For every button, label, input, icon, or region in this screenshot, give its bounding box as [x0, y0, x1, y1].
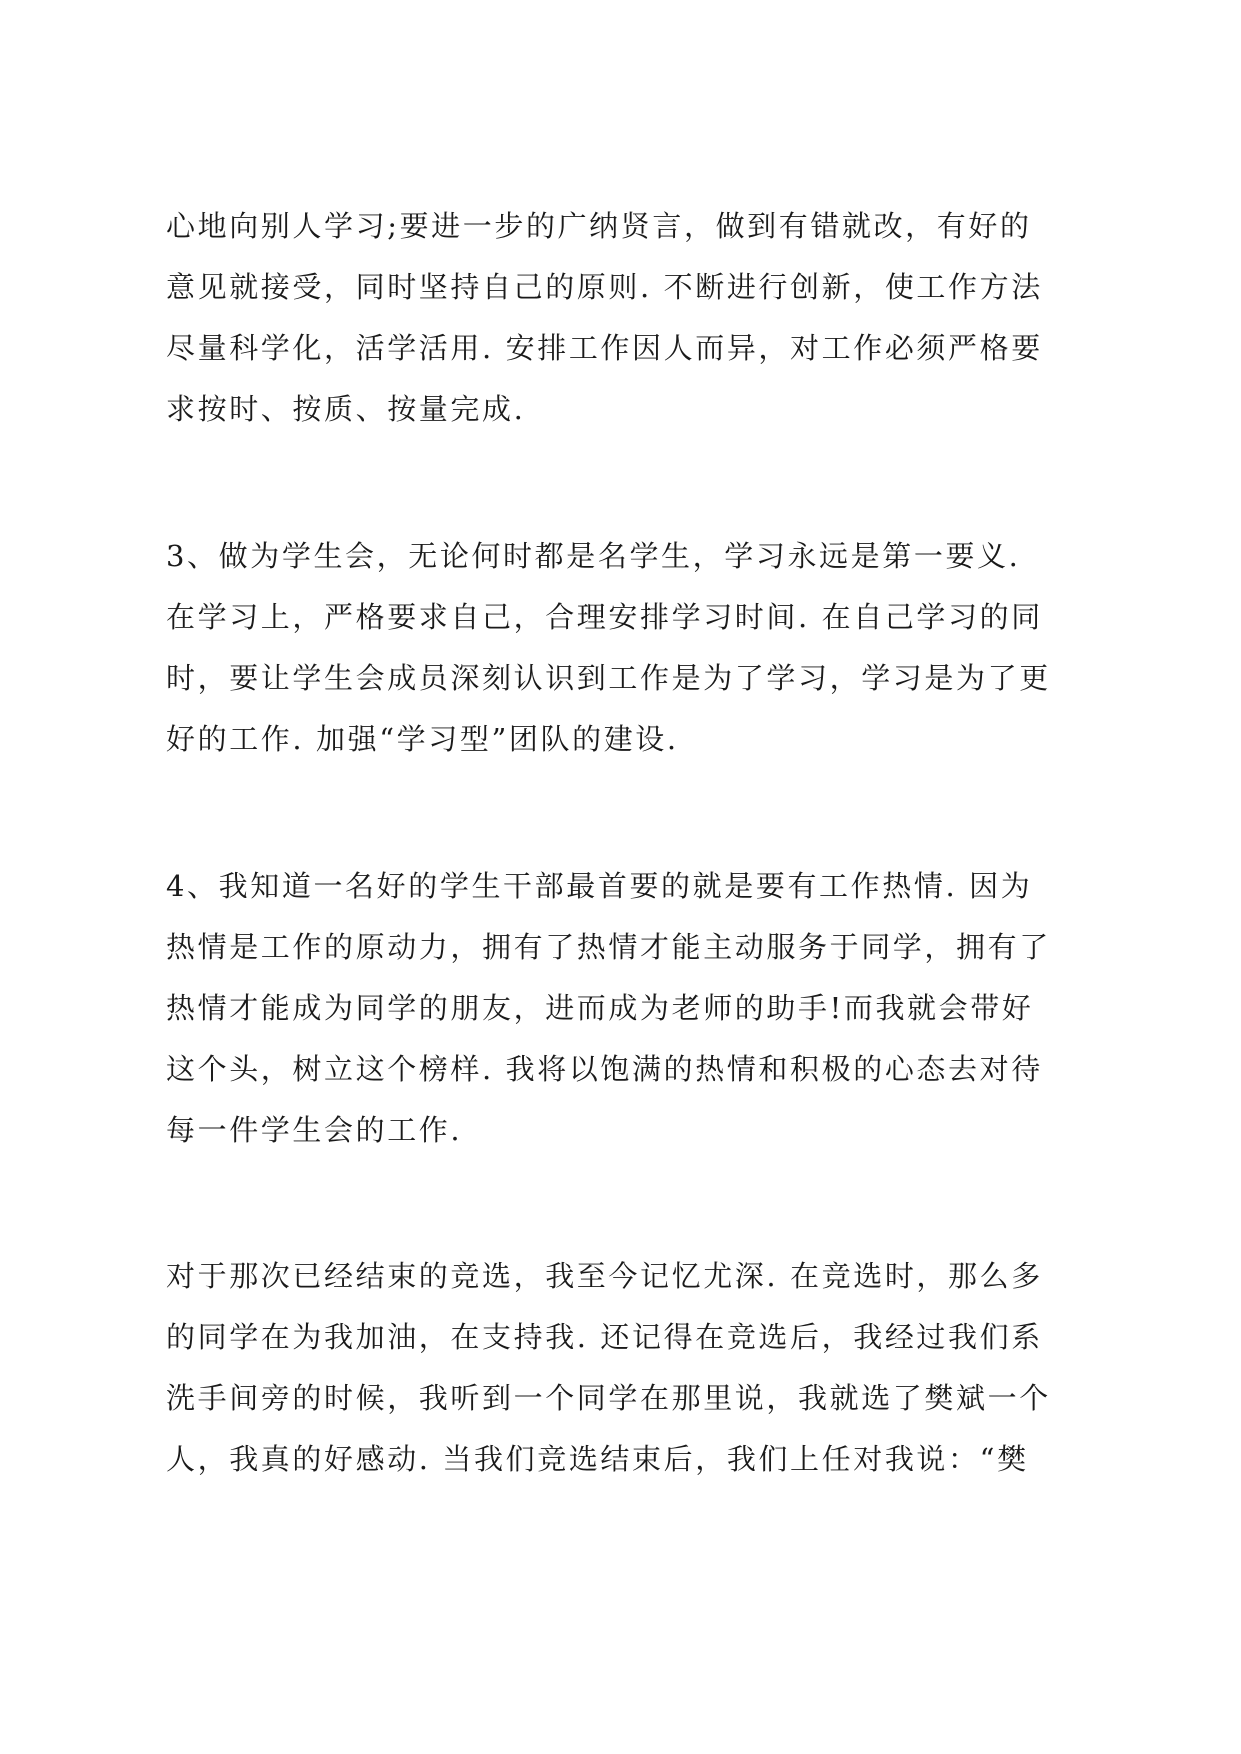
text-line: 在学习上，严格要求自己，合理安排学习时间. 在自己学习的同 — [166, 600, 1043, 634]
text-line: 4、我知道一名好的学生干部最首要的就是要有工作热情. 因为 — [166, 869, 1033, 903]
text-line: 对于那次已经结束的竞选，我至今记忆尤深. 在竞选时，那么多 — [166, 1259, 1043, 1293]
text-line: 求按时、按质、按量完成. — [166, 392, 526, 426]
text-line: 的同学在为我加油，在支持我. 还记得在竞选后，我经过我们系 — [166, 1320, 1043, 1354]
text-line: 洗手间旁的时候，我听到一个同学在那里说，我就选了樊斌一个 — [166, 1381, 1051, 1415]
text-line: 热情才能成为同学的朋友，进而成为老师的助手!而我就会带好 — [166, 991, 1034, 1025]
text-line: 人，我真的好感动. 当我们竞选结束后，我们上任对我说：“樊 — [166, 1442, 1029, 1476]
text-line: 热情是工作的原动力，拥有了热情才能主动服务于同学，拥有了 — [166, 930, 1051, 964]
text-line: 时，要让学生会成员深刻认识到工作是为了学习，学习是为了更 — [166, 661, 1051, 695]
text-line: 心地向别人学习;要进一步的广纳贤言，做到有错就改，有好的 — [166, 209, 1032, 243]
text-line: 尽量科学化，活学活用. 安排工作因人而异，对工作必须严格要 — [166, 331, 1043, 365]
text-line: 每一件学生会的工作. — [166, 1113, 463, 1147]
text-line: 意见就接受，同时坚持自己的原则. 不断进行创新，使工作方法 — [166, 270, 1043, 304]
text-line: 这个头，树立这个榜样. 我将以饱满的热情和积极的心态去对待 — [166, 1052, 1043, 1086]
text-line: 好的工作. 加强“学习型”团队的建设. — [166, 722, 679, 756]
text-line: 3、做为学生会，无论何时都是名学生，学习永远是第一要义. — [166, 539, 1021, 573]
